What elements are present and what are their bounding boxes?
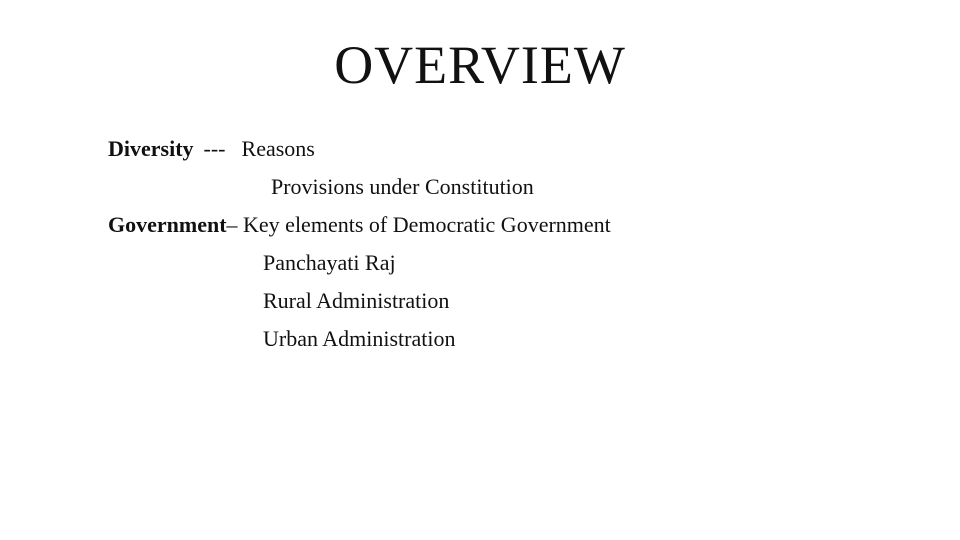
diversity-item-provisions: Provisions under Constitution: [271, 174, 534, 199]
government-label: Government: [108, 212, 227, 237]
government-item-urban-administration: Urban Administration: [263, 326, 456, 351]
diversity-item-reasons: Reasons: [241, 136, 315, 161]
diversity-line: [108, 135, 315, 163]
government-item-key-elements: Key elements of Democratic Government: [243, 212, 611, 237]
government-item-rural-administration: Rural Administration: [263, 288, 450, 313]
diversity-separator: ---: [203, 136, 226, 161]
slide-title: OVERVIEW: [334, 35, 626, 95]
government-separator: –: [226, 212, 238, 237]
government-line: [108, 211, 611, 239]
diversity-label: Diversity: [108, 136, 194, 161]
government-item-panchayati-raj: Panchayati Raj: [263, 250, 396, 275]
